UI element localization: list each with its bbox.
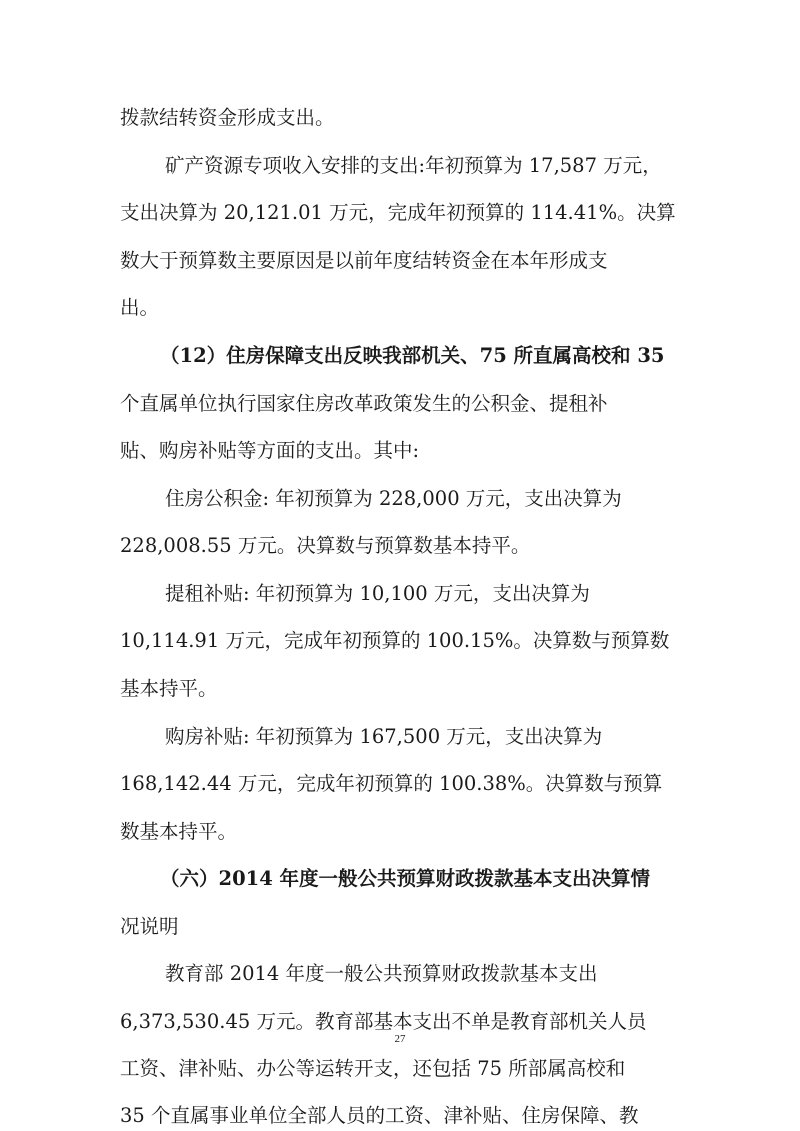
text-line-1: 拨款结转资金形成支出。 [120,106,335,129]
section-heading-continued: 况说明 [120,915,179,938]
text-line-8: 贴、购房补贴等方面的支出。其中: [120,439,420,462]
text-line-15: 168,142.44 万元，完成年初预算的 100.38%。决算数与预算 [120,772,663,795]
text-line-6: （12）住房保障支出反映我部机关、75 所直属高校和 35 [160,344,665,367]
text-line-19: 教育部 2014 年度一般公共预算财政拨款基本支出 [165,962,598,985]
text-line-22: 35 个直属事业单位全部人员的工资、津补贴、住房保障、教 [120,1104,639,1127]
text-line-13: 基本持平。 [120,677,218,700]
text-line-16: 数基本持平。 [120,820,238,843]
page-number: 27 [394,1033,406,1045]
text-line-11: 提租补贴: 年初预算为 10,100 万元，支出决算为 [165,582,590,605]
text-line-5: 出。 [120,296,160,319]
text-line-21: 工资、津补贴、办公等运转开支，还包括 75 所部属高校和 [120,1057,626,1080]
text-line-7: 个直属单位执行国家住房改革政策发生的公积金、提租补 [120,392,608,415]
text-line-3: 支出决算为 20,121.01 万元，完成年初预算的 114.41%。决算 [120,201,676,224]
text-line-9: 住房公积金: 年初预算为 228,000 万元，支出决算为 [165,487,622,510]
text-line-12: 10,114.91 万元，完成年初预算的 100.15%。决算数与预算数 [120,629,670,652]
text-line-20: 6,373,530.45 万元。教育部基本支出不单是教育部机关人员 [120,1010,647,1033]
text-line-2: 矿产资源专项收入安排的支出:年初预算为 17,587 万元， [165,154,662,177]
text-line-14: 购房补贴: 年初预算为 167,500 万元，支出决算为 [165,725,603,748]
text-line-4: 数大于预算数主要原因是以前年度结转资金在本年形成支 [120,249,608,272]
text-line-10: 228,008.55 万元。决算数与预算数基本持平。 [120,534,531,557]
section-heading: （六）2014 年度一般公共预算财政拨款基本支出决算情 [160,867,651,890]
